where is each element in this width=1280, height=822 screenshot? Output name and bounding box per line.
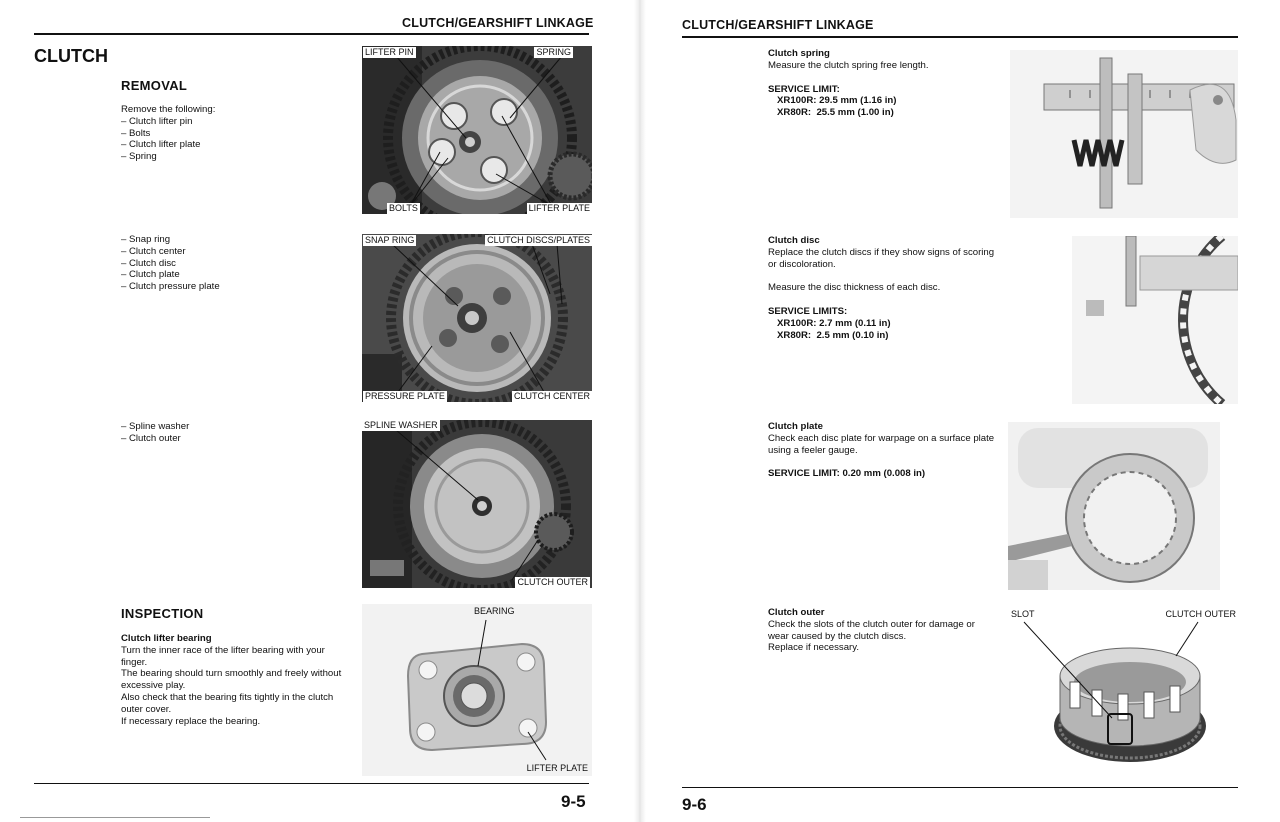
lifter-assembly-photo: [362, 46, 592, 214]
text-line: using a feeler gauge.: [768, 444, 858, 456]
limit-xr100r: XR100R: 29.5 mm (1.16 in): [777, 95, 897, 107]
label-clutch-center: CLUTCH CENTER: [513, 391, 590, 401]
clutch-outer-text: [768, 607, 975, 654]
figure-spring-caliper: [1010, 50, 1238, 218]
inspection-heading: INSPECTION: [121, 606, 204, 621]
clutch-disc-heading: Clutch disc: [768, 235, 820, 246]
label-lifter-plate: LIFTER PLATE: [528, 203, 590, 213]
label-bearing: BEARING: [474, 606, 515, 616]
figure-clutch-center: [362, 234, 592, 402]
limit-xr80r: XR80R: 2.5 mm (0.10 in): [777, 329, 889, 341]
left-page-number: 9-5: [561, 792, 586, 811]
clutch-spring-heading: Clutch spring: [768, 48, 830, 59]
spring-caliper-photo: [1010, 50, 1238, 218]
clutch-plate-heading: Clutch plate: [768, 421, 823, 432]
clutch-outer-heading: Clutch outer: [768, 607, 825, 618]
label-snap-ring: SNAP RING: [365, 235, 415, 245]
service-limit-label: SERVICE LIMIT:: [768, 83, 840, 95]
clutch-spring-text: [768, 48, 929, 119]
text-line: Measure the clutch spring free length.: [768, 59, 929, 71]
text-line: Turn the inner race of the lifter bearing with your: [121, 644, 325, 656]
left-running-header: CLUTCH/GEARSHIFT LINKAGE: [402, 16, 594, 30]
clutch-outer-photo: [362, 420, 592, 588]
text-line: outer cover.: [121, 703, 172, 715]
lifter-bearing-subheading: Clutch lifter bearing: [121, 633, 212, 644]
inspection-text: [121, 633, 356, 727]
list-item: – Clutch lifter plate: [121, 139, 201, 151]
limit-xr80r: XR80R: 25.5 mm (1.00 in): [777, 107, 894, 119]
list-item: – Clutch disc: [121, 257, 176, 269]
label-lifter-pin: LIFTER PIN: [365, 47, 414, 57]
disc-caliper-photo: [1072, 236, 1238, 404]
list-item: – Snap ring: [121, 234, 171, 245]
figure-plate-feeler: [1008, 422, 1220, 590]
text-line: Replace if necessary.: [768, 642, 860, 654]
label-spring: SPRING: [536, 47, 571, 57]
left-footer-rule: [34, 783, 589, 784]
text-line: Replace the clutch discs if they show signs of scoring: [768, 246, 995, 258]
plate-feeler-photo: [1008, 422, 1220, 590]
removal-list-2: [121, 234, 220, 293]
label-clutch-discs-plates: CLUTCH DISCS/PLATES: [487, 235, 590, 245]
removal-list-3: [121, 421, 189, 445]
left-header-rule: [34, 33, 589, 35]
removal-list-1: [121, 104, 215, 163]
text-line: Also check that the bearing fits tightly in the clutch: [121, 691, 334, 703]
list-item: – Clutch pressure plate: [121, 281, 220, 293]
page-gutter: [634, 0, 646, 822]
page-edge-line: [20, 817, 210, 818]
right-header-rule: [682, 36, 1238, 38]
right-running-header: CLUTCH/GEARSHIFT LINKAGE: [682, 18, 874, 32]
text-line: Check the slots of the clutch outer for damage or: [768, 618, 975, 630]
figure-lifter-bearing: [362, 604, 592, 776]
service-limits-label: SERVICE LIMITS:: [768, 306, 848, 318]
right-page-number: 9-6: [682, 795, 707, 814]
label-spline-washer: SPLINE WASHER: [364, 420, 438, 430]
label-pressure-plate: PRESSURE PLATE: [365, 391, 445, 401]
removal-intro: Remove the following:: [121, 104, 216, 115]
text-line: Measure the disc thickness of each disc.: [768, 282, 941, 294]
label-clutch-outer-2: CLUTCH OUTER: [1165, 609, 1236, 619]
text-line: or discoloration.: [768, 258, 836, 270]
list-item: – Spring: [121, 151, 157, 163]
text-line: finger.: [121, 656, 148, 668]
list-item: – Spline washer: [121, 421, 190, 432]
list-item: – Clutch lifter pin: [121, 115, 193, 127]
figure-lifter-assembly: [362, 46, 592, 214]
clutch-outer-slot-photo: [1008, 606, 1238, 774]
list-item: – Clutch outer: [121, 432, 181, 444]
limit-xr100r: XR100R: 2.7 mm (0.11 in): [777, 317, 891, 329]
list-item: – Bolts: [121, 127, 151, 139]
right-footer-rule: [682, 787, 1238, 788]
label-lifter-plate-2: LIFTER PLATE: [526, 763, 588, 773]
list-item: – Clutch plate: [121, 269, 180, 281]
label-clutch-outer: CLUTCH OUTER: [517, 577, 588, 587]
text-line: Check each disc plate for warpage on a surface plate: [768, 432, 995, 444]
clutch-center-photo: [362, 234, 592, 402]
text-line: excessive play.: [121, 680, 186, 692]
clutch-disc-text: [768, 235, 994, 342]
section-title: CLUTCH: [34, 46, 108, 66]
plate-service-limit: SERVICE LIMIT: 0.20 mm (0.008 in): [768, 468, 926, 480]
removal-heading: REMOVAL: [121, 78, 188, 93]
lifter-bearing-photo: [362, 604, 592, 776]
text-line: wear caused by the clutch discs.: [768, 630, 907, 642]
text-line: The bearing should turn smoothly and freely without: [121, 668, 342, 680]
text-line: If necessary replace the bearing.: [121, 715, 261, 727]
figure-clutch-outer-slot: [1008, 606, 1238, 774]
list-item: – Clutch center: [121, 245, 186, 257]
clutch-plate-text: [768, 421, 994, 480]
label-slot: SLOT: [1011, 609, 1035, 619]
figure-disc-caliper: [1072, 236, 1238, 404]
label-bolts: BOLTS: [389, 203, 418, 213]
figure-clutch-outer: [362, 420, 592, 588]
